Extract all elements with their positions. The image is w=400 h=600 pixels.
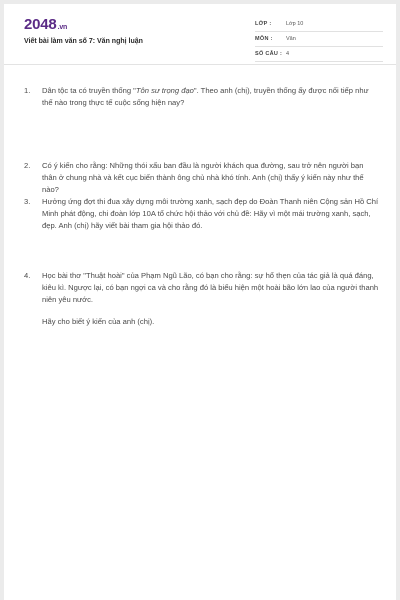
meta-class-value: Lớp 10: [286, 21, 304, 27]
assignment-title: Viết bài làm văn số 7: Văn nghị luận: [24, 38, 143, 45]
question-text: Hưởng ứng đợt thi đua xây dựng môi trường xanh, sạch đẹp do Đoàn Thanh niên Cộng sản Hồ Chí Minh phát động, chi đoàn lớp 10A tổ chức hội thảo với chủ đề: Hãy vì một mái trường xanh, sạch, đẹp. Anh (chị) hãy viết bài tham gia hội thảo đó.: [42, 197, 379, 231]
meta-subject-label: MÔN :: [255, 36, 273, 42]
meta-question-count-label: SỐ CÂU :: [255, 51, 283, 57]
site-logo[interactable]: [24, 16, 67, 33]
logo-text: 2048: [24, 16, 57, 33]
meta-question-count-value: 4: [286, 51, 290, 57]
question-number: 1.: [24, 86, 31, 95]
question-4: [24, 270, 380, 328]
page-header: [4, 4, 396, 65]
question-text: [42, 85, 380, 109]
question-text-part: ". Theo anh (chị), truyền thống ấy được nối tiếp như thế nào trong thực tế cuộc sống hiện nay?: [42, 86, 369, 108]
question-2: [24, 160, 380, 197]
question-text: Có ý kiến cho rằng: Những thói xấu ban đầu là người khách qua đường, sau trở nên người bạn thân ở chung nhà và kết cục biến thành ông chủ nhà khó tính. Anh (chị) thấy ý kiến này như thế nào?: [42, 161, 364, 195]
meta-subject-row: [255, 33, 383, 47]
meta-question-count-row: [255, 48, 383, 62]
question-number: 4.: [24, 271, 31, 280]
question-text-part: Dân tộc ta có truyền thống ": [42, 86, 136, 95]
logo-suffix: .vn: [57, 24, 68, 31]
question-number: 2.: [24, 161, 31, 170]
question-paragraph: Học bài thơ "Thuật hoài" của Phạm Ngũ Lão, có bạn cho rằng: sự hổ thẹn của tác giả là quá đáng, kiêu kì. Ngược lại, có bạn ngợi ca và cho rằng đó là biểu hiện một hoài bão lớn lao của người thanh niên yêu nước.: [42, 271, 379, 305]
question-number: 3.: [24, 197, 31, 206]
meta-class-row: [255, 18, 383, 32]
meta-subject-value: Văn: [286, 36, 296, 42]
meta-class-label: LỚP :: [255, 21, 272, 27]
question-3: [24, 196, 380, 233]
question-emphasis: Tôn sư trọng đạo: [135, 86, 194, 95]
question-1: [24, 85, 380, 109]
question-text: [42, 270, 380, 328]
exam-page: [4, 4, 396, 600]
question-followup: Hãy cho biết ý kiến của anh (chị).: [42, 316, 155, 326]
